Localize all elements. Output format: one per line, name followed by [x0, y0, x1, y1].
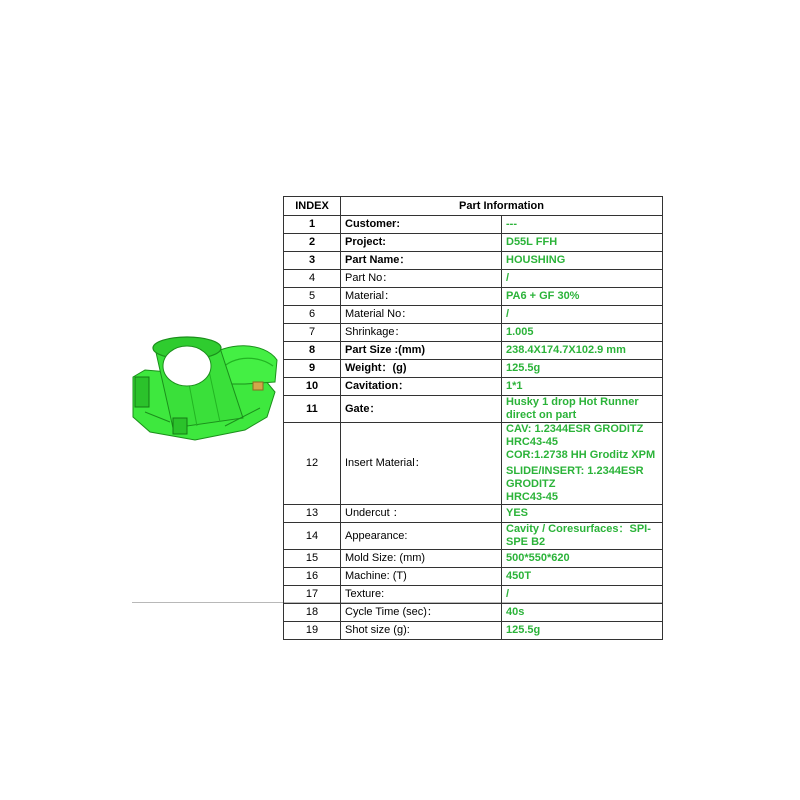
header-part-information: Part Information	[341, 197, 663, 216]
row-value	[502, 423, 663, 505]
part-render-image	[125, 322, 285, 452]
table-row	[284, 360, 663, 378]
table-row	[284, 234, 663, 252]
row-index: 8	[284, 342, 341, 360]
part-information-table	[283, 196, 663, 640]
table-row	[284, 378, 663, 396]
row-label: Appearance:	[341, 523, 502, 550]
row-label: Gate：	[341, 396, 502, 423]
row-index: 3	[284, 252, 341, 270]
row-value: /	[502, 270, 663, 288]
table-row	[284, 505, 663, 523]
row-index: 2	[284, 234, 341, 252]
row-value: /	[502, 306, 663, 324]
row-label: Material No：	[341, 306, 502, 324]
row-index: 15	[284, 550, 341, 568]
table-row	[284, 396, 663, 423]
row-index: 14	[284, 523, 341, 550]
row-label: Weight：(g)	[341, 360, 502, 378]
row-index: 12	[284, 423, 341, 505]
row-index: 1	[284, 216, 341, 234]
row-index: 13	[284, 505, 341, 523]
table-row	[284, 252, 663, 270]
row-label: Cycle Time (sec)：	[341, 604, 502, 622]
row-value: 125.5g	[502, 622, 663, 640]
value-line: COR:1.2738 HH Groditz XPM	[506, 449, 656, 461]
row-label: Customer:	[341, 216, 502, 234]
table-row	[284, 622, 663, 640]
row-index: 16	[284, 568, 341, 586]
row-index: 18	[284, 604, 341, 622]
row-index: 9	[284, 360, 341, 378]
row-value: YES	[502, 505, 663, 523]
row-index: 6	[284, 306, 341, 324]
row-label: Insert Material：	[341, 423, 502, 505]
table-row	[284, 423, 663, 505]
table-row	[284, 288, 663, 306]
row-value: 450T	[502, 568, 663, 586]
table-row	[284, 550, 663, 568]
row-index: 4	[284, 270, 341, 288]
row-value: /	[502, 586, 663, 604]
row-label: Mold Size: (mm)	[341, 550, 502, 568]
header-index: INDEX	[284, 197, 341, 216]
value-line: HRC43-45	[506, 491, 558, 503]
row-label: Part Name：	[341, 252, 502, 270]
table-row	[284, 523, 663, 550]
row-value: 238.4X174.7X102.9 mm	[502, 342, 663, 360]
row-label: Part Size :(mm)	[341, 342, 502, 360]
row-label: Project:	[341, 234, 502, 252]
value-line: CAV: 1.2344ESR GRODITZ HRC43-45	[506, 423, 644, 448]
row-value: ---	[502, 216, 663, 234]
table-row	[284, 604, 663, 622]
table-row	[284, 270, 663, 288]
row-label: Machine: (T)	[341, 568, 502, 586]
row-index: 5	[284, 288, 341, 306]
table-row	[284, 342, 663, 360]
row-label: Cavitation：	[341, 378, 502, 396]
table-row	[284, 568, 663, 586]
row-value: 1*1	[502, 378, 663, 396]
table-row	[284, 586, 663, 604]
value-line: SLIDE/INSERT: 1.2344ESR GRODITZ	[506, 465, 644, 490]
row-label: Part No：	[341, 270, 502, 288]
row-label: Shot size (g):	[341, 622, 502, 640]
row-value: 500*550*620	[502, 550, 663, 568]
table-header-row	[284, 197, 663, 216]
table-row	[284, 306, 663, 324]
row-index: 19	[284, 622, 341, 640]
table-row	[284, 324, 663, 342]
row-value: HOUSHING	[502, 252, 663, 270]
row-label: Material：	[341, 288, 502, 306]
row-value: 40s	[502, 604, 663, 622]
row-index: 17	[284, 586, 341, 604]
table-row	[284, 216, 663, 234]
row-value: PA6 + GF 30%	[502, 288, 663, 306]
row-value: 1.005	[502, 324, 663, 342]
row-index: 11	[284, 396, 341, 423]
row-index: 10	[284, 378, 341, 396]
row-label: Undercut ：	[341, 505, 502, 523]
row-label: Shrinkage：	[341, 324, 502, 342]
row-label: Texture:	[341, 586, 502, 604]
row-index: 7	[284, 324, 341, 342]
row-value: Husky 1 drop Hot Runner direct on part	[502, 396, 663, 423]
row-value: D55L FFH	[502, 234, 663, 252]
row-value: 125.5g	[502, 360, 663, 378]
row-value: Cavity / Coresurfaces：SPI-SPE B2	[502, 523, 663, 550]
